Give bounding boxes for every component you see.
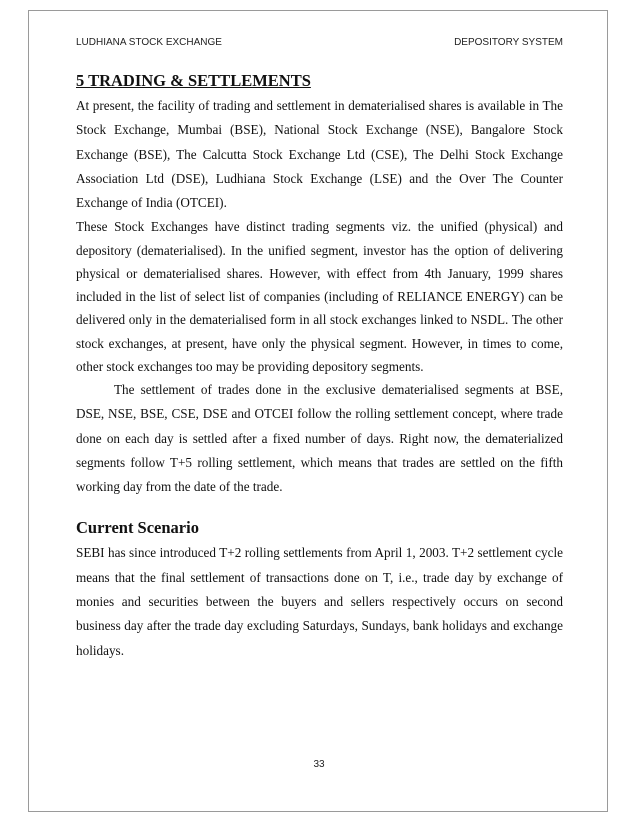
page-number: 33 <box>313 759 325 770</box>
subsection-title: Current Scenario <box>76 518 199 538</box>
page-header <box>76 37 563 53</box>
page-content <box>76 68 563 663</box>
header-right: DEPOSITORY SYSTEM <box>454 37 563 48</box>
paragraph-3: The settlement of trades done in the exclusive dematerialised segments at BSE, DSE, NSE, BSE, CSE, DSE and OTCEI follow the rolling settlement concept, where trade done on each day is settled after a fixed number of days. Right now, the dematerialized segments follow T+5 rolling settlement, which means that trades are settled on the fifth working day from the date of the trade. <box>76 381 563 495</box>
paragraph-4: SEBI has since introduced T+2 rolling settlements from April 1, 2003. T+2 settlement cycle means that the final settlement of transactions done on T, i.e., trade day by exchange of monies and securities between the buyers and sellers respectively occurs on second business day after the trade day excluding Saturdays, Sundays, bank holidays and exchange holidays. <box>76 545 563 658</box>
section-title: 5 TRADING & SETTLEMENTS <box>76 71 311 90</box>
paragraph-2: These Stock Exchanges have distinct trading segments viz. the unified (physical) and depository (dematerialised). In the unified segment, investor has the option of delivering physical or dematerialised shares. However, with effect from 4th January, 1999 shares included in the list of select list of companies (including of RELIANCE ENERGY) can be delivered only in the dematerialised form in all stock exchanges linked to NSDL. The other stock exchanges, at present, have only the physical segment. However, in times to come, other stock exchanges too may be providing depository segments. <box>76 219 563 374</box>
header-left: LUDHIANA STOCK EXCHANGE <box>76 37 222 48</box>
paragraph-1: At present, the facility of trading and settlement in dematerialised shares is available in The Stock Exchange, Mumbai (BSE), National Stock Exchange (NSE), Bangalore Stock Exchange (BSE), The Calcutta Stock Exchange Ltd (CSE), The Delhi Stock Exchange Association Ltd (DSE), Ludhiana Stock Exchange (LSE) and the Over The Counter Exchange of India (OTCEI). <box>76 98 563 211</box>
